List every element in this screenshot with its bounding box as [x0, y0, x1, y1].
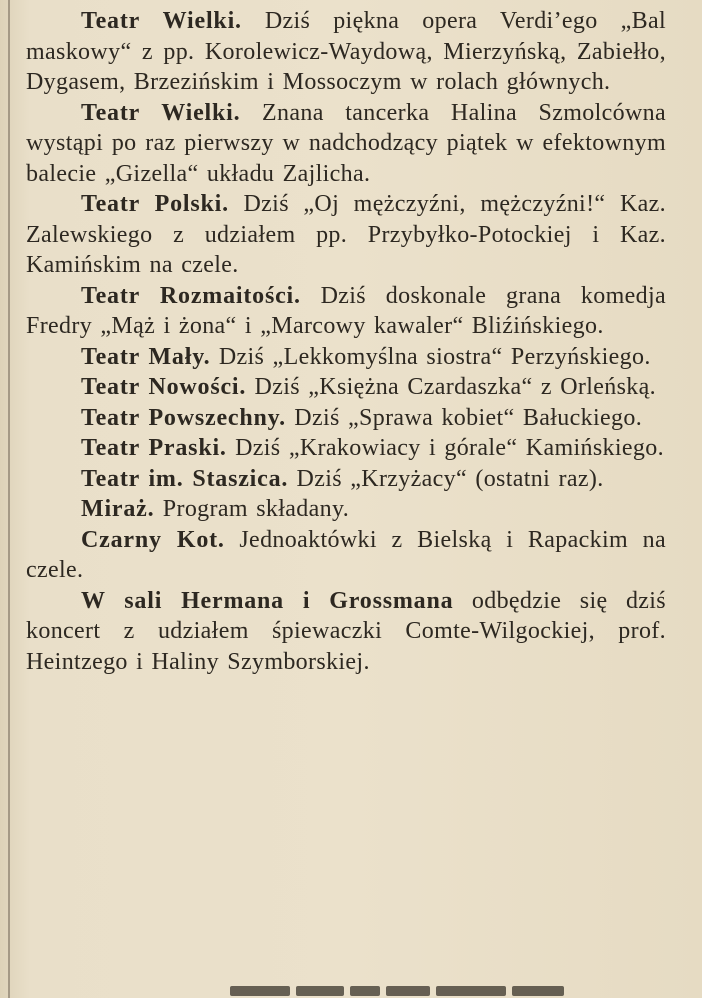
- column-rule: [8, 0, 10, 998]
- venue-name: Czarny Kot.: [81, 526, 225, 553]
- listing-entry: [26, 586, 666, 678]
- venue-name: Teatr Mały.: [81, 343, 211, 370]
- venue-name: Teatr Rozmaitości.: [81, 282, 301, 309]
- venue-name: Teatr Wielki.: [81, 8, 242, 34]
- listing-text: odbędzie się dziś koncert z udziałem śpiewaczki Comte-Wilgockiej, prof. Heintzego i Haliny Szymborskiej.: [26, 587, 666, 675]
- listing-text: Dziś „Oj mężczyźni, mężczyźni!“ Kaz. Zalewskiego z udziałem pp. Przybyłko-Potockiej i Kaz. Kamińskim na czele.: [26, 191, 666, 278]
- venue-name: W sali Hermana i Grossmana: [81, 587, 454, 614]
- listing-text: Program składany.: [154, 496, 350, 522]
- listing-entry: [26, 342, 666, 373]
- listing-entry: [26, 281, 666, 342]
- listing-entry: [26, 433, 666, 464]
- cut-off-next-line: [230, 986, 650, 998]
- listing-entry: [26, 98, 666, 190]
- listing-text: Znana tancerka Halina Szmolcówna wystąpi po raz pierwszy w nadchodzący piątek w efektownym balecie „Gizella“ układu Zajlicha.: [26, 99, 666, 187]
- venue-name: Teatr Wielki.: [81, 99, 241, 126]
- listing-text: Dziś „Krzyżacy“ (ostatni raz).: [288, 465, 604, 492]
- listing-text: Dziś piękna opera Verdi’ego „Bal maskowy“ z pp. Korolewicz-Waydową, Mierzyńską, Zabiełło, Dygasem, Brzezińskim i Mossoczym w rolach głównych.: [26, 8, 666, 95]
- listing-entry: [26, 403, 666, 434]
- listing-entry: [26, 525, 666, 586]
- venue-name: Teatr Polski.: [81, 191, 229, 217]
- venue-name: Teatr Nowości.: [81, 374, 247, 400]
- listing-text: Dziś „Lekkomyślna siostra“ Perzyńskiego.: [210, 343, 651, 370]
- listing-entry: [26, 464, 666, 495]
- venue-name: Teatr Praski.: [81, 435, 227, 461]
- listing-text: Dziś „Sprawa kobiet“ Bałuckiego.: [285, 404, 643, 431]
- venue-name: Miraż.: [81, 496, 155, 522]
- listing-entry: [26, 189, 666, 281]
- venue-name: Teatr im. Staszica.: [81, 465, 289, 492]
- listing-text: Dziś doskonale grana komedja Fredry „Mąż i żona“ i „Marcowy kawaler“ Bliźińskiego.: [26, 282, 666, 339]
- theatre-listings-column: [26, 6, 666, 677]
- venue-name: Teatr Powszechny.: [81, 404, 286, 431]
- listing-text: Dziś „Krakowiacy i górale“ Kamińskiego.: [226, 435, 664, 461]
- listing-entry: [26, 372, 666, 403]
- listing-text: Jednoaktówki z Bielską i Rapackim na czele.: [26, 526, 666, 583]
- listing-entry: [26, 494, 666, 525]
- listing-text: Dziś „Księżna Czardaszka“ z Orleńską.: [246, 374, 656, 400]
- listing-entry: [26, 6, 666, 98]
